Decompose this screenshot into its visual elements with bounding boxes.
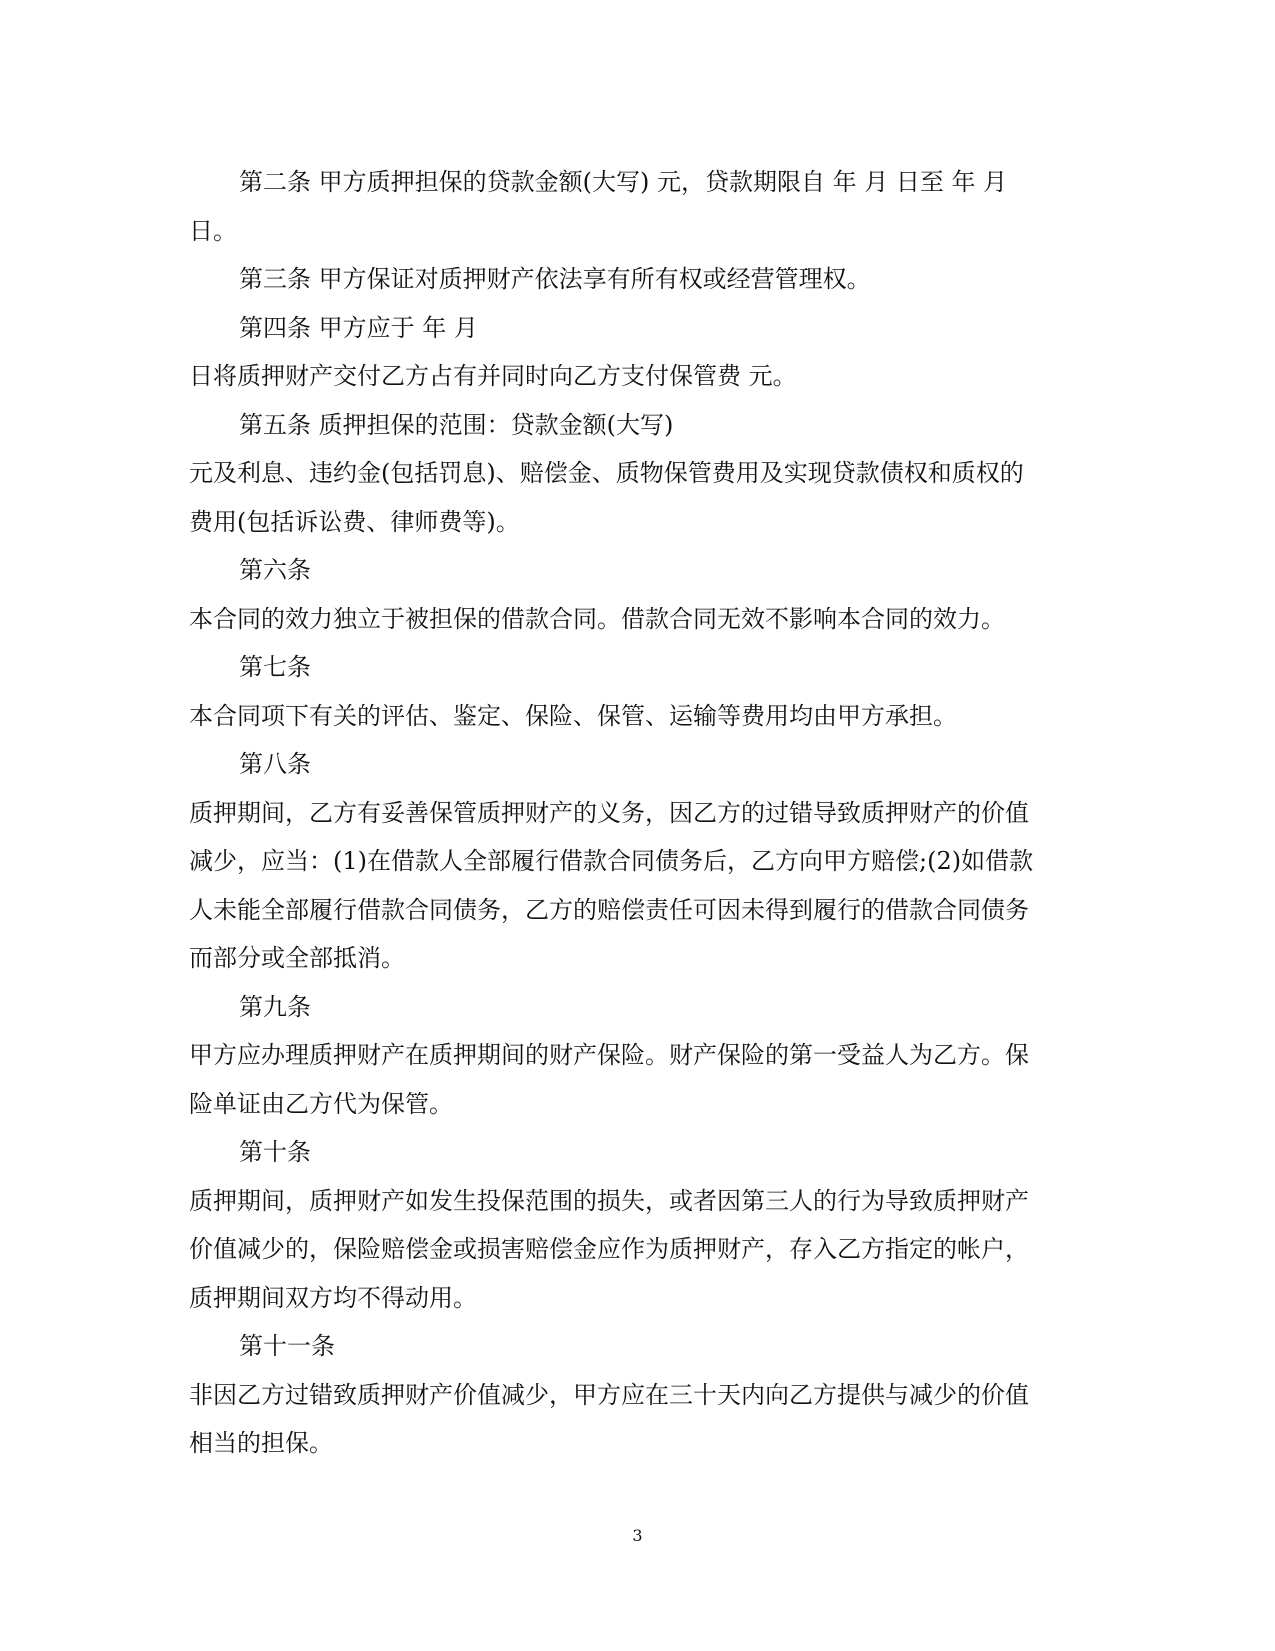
clause-11-line-2: 相当的担保。 xyxy=(189,1429,333,1457)
clause-9-line-2: 险单证由乙方代为保管。 xyxy=(189,1089,453,1118)
clause-6-heading: 第六条 xyxy=(239,556,311,584)
clause-11-heading: 第十一条 xyxy=(239,1332,335,1360)
clause-3-line-1: 第三条 甲方保证对质押财产依法享有所有权或经营管理权。 xyxy=(239,265,871,293)
clause-5-line-1: 第五条 质押担保的范围：贷款金额(大写) xyxy=(239,410,674,439)
clause-6-line-1: 本合同的效力独立于被担保的借款合同。借款合同无效不影响本合同的效力。 xyxy=(189,604,1005,633)
clause-10-line-1: 质押期间，质押财产如发生投保范围的损失，或者因第三人的行为导致质押财产 xyxy=(189,1186,1029,1215)
clause-9-heading: 第九条 xyxy=(239,992,311,1021)
clause-7-line-1: 本合同项下有关的评估、鉴定、保险、保管、运输等费用均由甲方承担。 xyxy=(189,701,957,730)
clause-7-heading: 第七条 xyxy=(239,653,311,681)
clause-11-line-1: 非因乙方过错致质押财产价值减少，甲方应在三十天内向乙方提供与减少的价值 xyxy=(189,1380,1029,1409)
clause-10-line-2: 价值减少的，保险赔偿金或损害赔偿金应作为质押财产，存入乙方指定的帐户， xyxy=(189,1235,1029,1263)
clause-2-line-1: 第二条 甲方质押担保的贷款金额(大写) 元，贷款期限自 年 月 日至 年 月 xyxy=(239,168,1008,196)
clause-8-line-4: 而部分或全部抵消。 xyxy=(189,944,405,972)
clause-10-line-3: 质押期间双方均不得动用。 xyxy=(189,1283,477,1312)
clause-5-line-3: 费用(包括诉讼费、律师费等)。 xyxy=(189,507,520,536)
clause-9-line-1: 甲方应办理质押财产在质押期间的财产保险。财产保险的第一受益人为乙方。保 xyxy=(189,1041,1029,1069)
page-number: 3 xyxy=(632,1526,643,1545)
clause-5-line-2: 元及利息、违约金(包括罚息)、赔偿金、质物保管费用及实现贷款债权和质权的 xyxy=(189,459,1024,487)
clause-4-line-2: 日将质押财产交付乙方占有并同时向乙方支付保管费 元。 xyxy=(189,362,797,390)
clause-2-line-2: 日。 xyxy=(189,216,237,245)
clause-8-line-1: 质押期间，乙方有妥善保管质押财产的义务，因乙方的过错导致质押财产的价值 xyxy=(189,798,1029,827)
clause-8-line-2: 减少，应当：(1)在借款人全部履行借款合同债务后，乙方向甲方赔偿;(2)如借款 xyxy=(189,847,1034,875)
clause-8-line-3: 人未能全部履行借款合同债务，乙方的赔偿责任可因未得到履行的借款合同债务 xyxy=(189,895,1029,924)
clause-4-line-1: 第四条 甲方应于 年 月 xyxy=(239,313,478,342)
clause-10-heading: 第十条 xyxy=(239,1138,311,1166)
document-body xyxy=(189,158,1079,1468)
clause-8-heading: 第八条 xyxy=(239,750,311,778)
